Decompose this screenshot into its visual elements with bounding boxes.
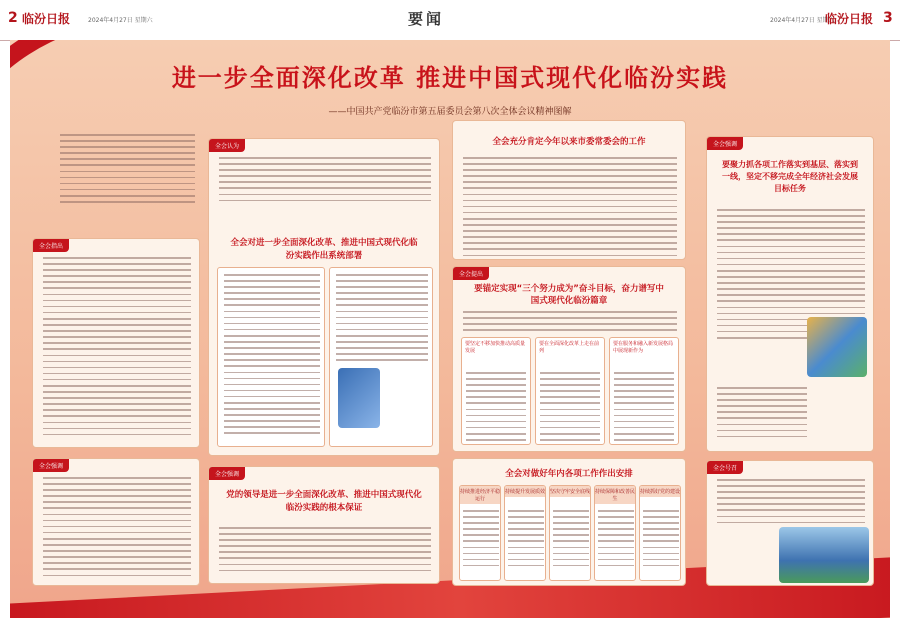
work-item-title: 坚决守牢安全底线	[550, 486, 590, 497]
card-tag: 全会强调	[707, 137, 743, 150]
poster-title: 进一步全面深化改革 推进中国式现代化临汾实践	[171, 64, 729, 92]
goal-text: 要在服务和融入新发展格局中展现新作为	[613, 341, 674, 354]
section-heading: 全会对做好年内各项工作作出安排	[505, 469, 633, 479]
card-shiwei-work	[452, 120, 686, 260]
infographic-poster	[10, 40, 890, 618]
section-title: 要闻	[408, 10, 445, 28]
right-paper-name: 临汾日报	[825, 12, 874, 26]
sub-panel-right	[329, 267, 433, 447]
card-tag: 全会提出	[453, 267, 489, 280]
work-item-title: 持续提升发展质效	[505, 486, 545, 497]
newspaper-header	[0, 0, 900, 41]
card-quanhui-haozhao	[706, 460, 874, 586]
card-tag: 全会强调	[33, 459, 69, 472]
intro-text	[60, 134, 195, 207]
card-quanhui-tichu	[452, 266, 686, 452]
section-heading: 全会对进一步全面深化改革、推进中国式现代化临汾实践作出系统部署	[230, 238, 418, 261]
card-quanhui-qiangdiao-center	[208, 466, 440, 584]
work-item-4	[594, 485, 636, 581]
work-item-title: 持续抓好党的建设	[640, 486, 680, 497]
illustration-image	[338, 368, 380, 428]
goal-text: 要坚定不移加快推动高质量发展	[465, 341, 526, 354]
work-item-title: 持续推进经济平稳运行	[460, 486, 500, 504]
goal-panel-1	[461, 337, 531, 445]
card-quanhui-renwei	[208, 138, 440, 456]
card-tag: 全会认为	[209, 139, 245, 152]
card-quanhui-qiangdiao-left	[32, 458, 200, 586]
goal-text: 要在全面深化改革上走在前列	[539, 341, 600, 354]
card-tag: 全会号召	[707, 461, 743, 474]
section-heading: 要锚定实现“三个努力成为”奋斗目标，奋力谱写中国式现代化临汾篇章	[474, 284, 664, 306]
poster-subtitle: ——中国共产党临汾市第五届委员会第八次全体会议精神图解	[328, 107, 572, 117]
work-item-1	[459, 485, 501, 581]
section-heading: 要聚力抓各项工作落实到基层、落实到一线，坚定不移完成全年经济社会发展目标任务	[722, 160, 858, 193]
city-illustration	[779, 527, 869, 583]
goal-panel-3	[609, 337, 679, 445]
right-page-number: 3	[883, 10, 893, 26]
goal-panel-2	[535, 337, 605, 445]
sub-panel-left	[217, 267, 325, 447]
card-year-work-arrangement	[452, 458, 686, 586]
work-item-3	[549, 485, 591, 581]
card-tag: 全会强调	[209, 467, 245, 480]
card-quanhui-qiangdiao-right	[706, 136, 874, 452]
left-paper-name: 临汾日报	[22, 12, 71, 26]
left-page-number: 2	[8, 10, 18, 26]
right-date: 2024年4月27日 星期六	[770, 17, 835, 24]
left-date: 2024年4月27日 星期六	[88, 17, 153, 24]
puzzle-illustration	[807, 317, 867, 377]
section-heading: 全会充分肯定今年以来市委常委会的工作	[492, 137, 646, 147]
card-quanhui-zhichu	[32, 238, 200, 448]
work-item-5	[639, 485, 681, 581]
section-heading: 党的领导是进一步全面深化改革、推进中国式现代化临汾实践的根本保证	[226, 490, 422, 513]
work-item-title: 持续保障和改善民生	[595, 486, 635, 504]
work-item-2	[504, 485, 546, 581]
card-tag: 全会指出	[33, 239, 69, 252]
